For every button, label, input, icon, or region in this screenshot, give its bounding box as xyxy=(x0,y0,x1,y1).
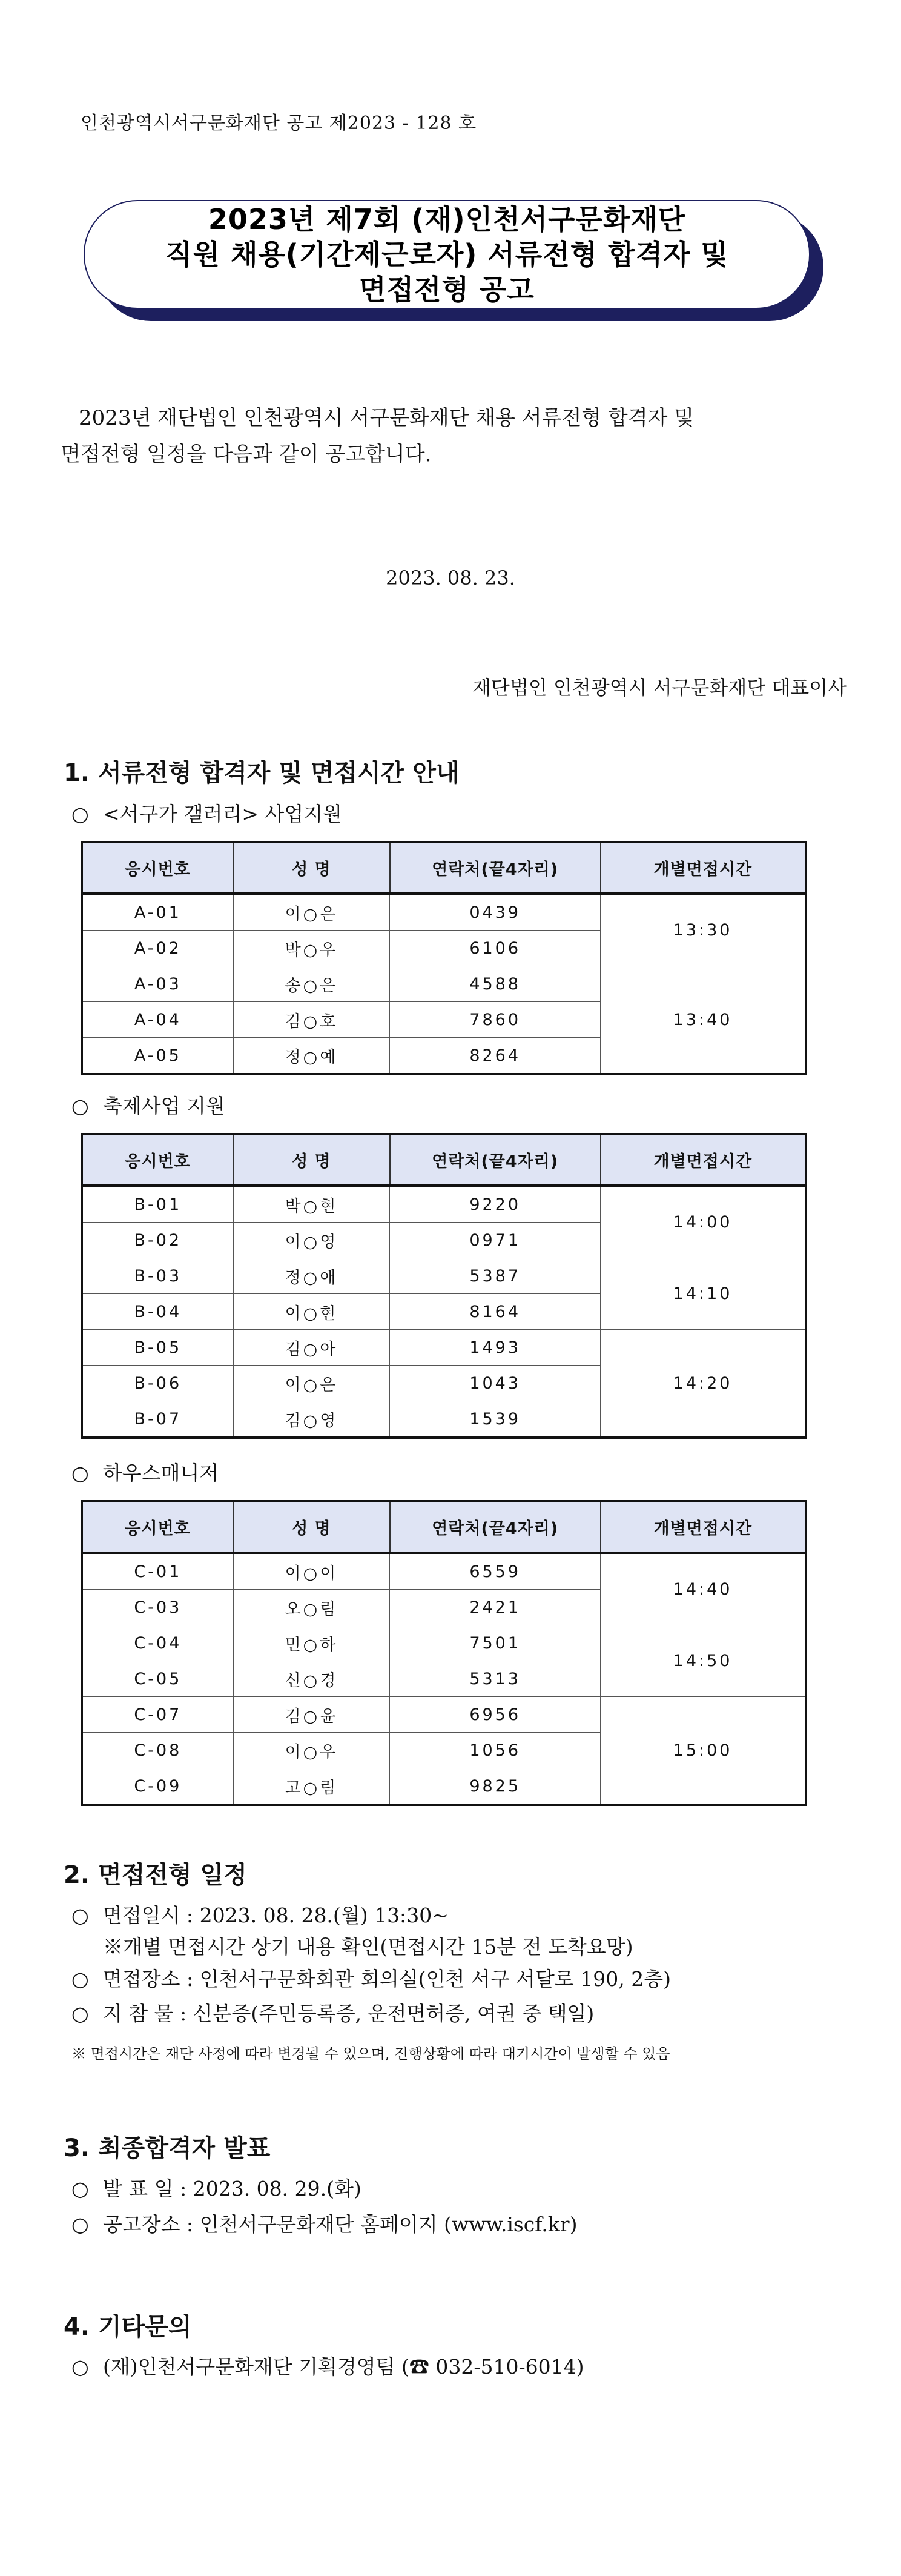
phone-last4-cell: 2421 xyxy=(390,1590,601,1625)
interview-time-cell: 14:00 xyxy=(601,1186,806,1258)
phone-last4-cell: 4588 xyxy=(390,966,601,1002)
items-to-bring-line xyxy=(71,1998,594,2027)
applicant-name-cell: 김○윤 xyxy=(233,1697,390,1733)
column-header: 응시번호 xyxy=(82,1501,233,1553)
column-header: 개별면접시간 xyxy=(601,1134,806,1186)
applicant-number-cell: A-04 xyxy=(82,1002,233,1038)
phone-last4-cell: 6559 xyxy=(390,1553,601,1590)
table-row xyxy=(82,1697,806,1733)
applicant-name-cell: 박○현 xyxy=(233,1186,390,1223)
phone-last4-cell: 6956 xyxy=(390,1697,601,1733)
interview-time-cell: 13:30 xyxy=(601,894,806,966)
applicant-number-cell: B-04 xyxy=(82,1294,233,1330)
table-row xyxy=(82,966,806,1002)
table-row xyxy=(82,1258,806,1294)
phone-last4-cell: 1493 xyxy=(390,1330,601,1366)
phone-last4-cell: 8264 xyxy=(390,1038,601,1075)
group-1-title xyxy=(71,798,342,827)
bullet-icon: ○ xyxy=(71,2213,89,2236)
interview-arrival-note: ※개별 면접시간 상기 내용 확인(면접시간 15분 전 도착요망) xyxy=(103,1935,633,1959)
phone-last4-cell: 9220 xyxy=(390,1186,601,1223)
applicant-name-cell: 이○우 xyxy=(233,1733,390,1768)
applicant-number-cell: B-07 xyxy=(82,1401,233,1438)
applicant-number-cell: B-02 xyxy=(82,1223,233,1258)
issuer-name: 재단법인 인천광역시 서구문화재단 대표이사 xyxy=(472,676,847,699)
applicant-name-cell: 정○애 xyxy=(233,1258,390,1294)
group-2-label: 축제사업 지원 xyxy=(103,1094,225,1118)
intro-paragraph xyxy=(61,400,842,473)
interview-date-line xyxy=(71,1900,449,1928)
column-header: 개별면접시간 xyxy=(601,1501,806,1553)
group-1-table xyxy=(81,841,807,1075)
applicant-number-cell: B-01 xyxy=(82,1186,233,1223)
phone-last4-cell: 1056 xyxy=(390,1733,601,1768)
section-1-heading: 1. 서류전형 합격자 및 면접시간 안내 xyxy=(64,759,460,787)
applicant-number-cell: C-08 xyxy=(82,1733,233,1768)
section-4-heading: 4. 기타문의 xyxy=(64,2313,192,2341)
applicant-name-cell: 오○림 xyxy=(233,1590,390,1625)
bullet-icon: ○ xyxy=(71,1904,89,1927)
title-line-2: 직원 채용(기간제근로자) 서류전형 합격자 및 xyxy=(165,238,728,271)
column-header: 연락처(끝4자리) xyxy=(390,1134,601,1186)
applicant-number-cell: C-05 xyxy=(82,1661,233,1697)
applicant-name-cell: 민○하 xyxy=(233,1625,390,1661)
table-row xyxy=(82,1330,806,1366)
phone-last4-cell: 8164 xyxy=(390,1294,601,1330)
applicant-number-cell: C-01 xyxy=(82,1553,233,1590)
applicant-name-cell: 정○예 xyxy=(233,1038,390,1075)
announce-date-text: 발 표 일 : 2023. 08. 29.(화) xyxy=(103,2177,361,2200)
group-3-label: 하우스매니저 xyxy=(103,1461,219,1485)
applicant-number-cell: A-02 xyxy=(82,931,233,966)
applicant-number-cell: B-03 xyxy=(82,1258,233,1294)
table-row xyxy=(82,1625,806,1661)
title-banner xyxy=(84,200,823,321)
table-row xyxy=(82,894,806,931)
applicant-name-cell: 이○현 xyxy=(233,1294,390,1330)
applicant-number-cell: A-01 xyxy=(82,894,233,931)
applicant-name-cell: 박○우 xyxy=(233,931,390,966)
interview-time-cell: 14:10 xyxy=(601,1258,806,1330)
applicant-number-cell: A-05 xyxy=(82,1038,233,1075)
bullet-icon: ○ xyxy=(71,2002,89,2025)
bullet-icon: ○ xyxy=(71,1461,89,1485)
bullet-icon: ○ xyxy=(71,1967,89,1991)
group-3-title xyxy=(71,1458,219,1486)
phone-last4-cell: 7501 xyxy=(390,1625,601,1661)
section-3-heading: 3. 최종합격자 발표 xyxy=(64,2134,271,2162)
contact-text: (재)인천서구문화재단 기획경영팀 (☎ 032-510-6014) xyxy=(103,2355,584,2378)
announce-place-line xyxy=(71,2209,577,2237)
column-header: 연락처(끝4자리) xyxy=(390,1501,601,1553)
interview-time-cell: 14:20 xyxy=(601,1330,806,1438)
table-row xyxy=(82,1186,806,1223)
group-1-label: <서구가 갤러리> 사업지원 xyxy=(103,802,343,826)
column-header: 개별면접시간 xyxy=(601,842,806,894)
column-header: 응시번호 xyxy=(82,1134,233,1186)
title-line-1: 2023년 제7회 (재)인천서구문화재단 xyxy=(208,203,686,236)
phone-last4-cell: 5387 xyxy=(390,1258,601,1294)
applicant-name-cell: 송○은 xyxy=(233,966,390,1002)
phone-last4-cell: 5313 xyxy=(390,1661,601,1697)
title-line-3: 면접전형 공고 xyxy=(359,273,535,306)
applicant-name-cell: 신○경 xyxy=(233,1661,390,1697)
applicant-name-cell: 이○이 xyxy=(233,1553,390,1590)
phone-last4-cell: 1043 xyxy=(390,1366,601,1401)
phone-last4-cell: 9825 xyxy=(390,1768,601,1805)
applicant-number-cell: C-03 xyxy=(82,1590,233,1625)
contact-line xyxy=(71,2351,584,2380)
column-header: 연락처(끝4자리) xyxy=(390,842,601,894)
table-header-row xyxy=(82,842,806,894)
notice-number: 인천광역시서구문화재단 공고 제2023 - 128 호 xyxy=(81,113,477,134)
interview-date-text: 면접일시 : 2023. 08. 28.(월) 13:30~ xyxy=(103,1904,449,1927)
applicant-number-cell: A-03 xyxy=(82,966,233,1002)
announce-date-line xyxy=(71,2173,361,2202)
table-header-row xyxy=(82,1134,806,1186)
phone-last4-cell: 1539 xyxy=(390,1401,601,1438)
phone-last4-cell: 6106 xyxy=(390,931,601,966)
bullet-icon: ○ xyxy=(71,2177,89,2200)
notice-date: 2023. 08. 23. xyxy=(386,566,515,589)
phone-last4-cell: 0439 xyxy=(390,894,601,931)
phone-last4-cell: 7860 xyxy=(390,1002,601,1038)
interview-time-cell: 14:40 xyxy=(601,1553,806,1625)
applicant-number-cell: C-04 xyxy=(82,1625,233,1661)
applicant-number-cell: B-06 xyxy=(82,1366,233,1401)
title-banner-box xyxy=(84,200,810,309)
column-header: 성 명 xyxy=(233,842,390,894)
group-2-table xyxy=(81,1133,807,1439)
interview-place-text: 면접장소 : 인천서구문화회관 회의실(인천 서구 서달로 190, 2층) xyxy=(103,1967,671,1991)
schedule-change-note: ※ 면접시간은 재단 사정에 따라 변경될 수 있으며, 진행상황에 따라 대기시간이 발생할 수 있음 xyxy=(71,2045,670,2062)
applicant-name-cell: 김○호 xyxy=(233,1002,390,1038)
intro-line-2: 면접전형 일정을 다음과 같이 공고합니다. xyxy=(61,442,432,466)
column-header: 성 명 xyxy=(233,1501,390,1553)
applicant-number-cell: B-05 xyxy=(82,1330,233,1366)
section-2-heading: 2. 면접전형 일정 xyxy=(64,1861,247,1889)
announce-place-text: 공고장소 : 인천서구문화재단 홈페이지 (www.iscf.kr) xyxy=(103,2213,578,2236)
phone-last4-cell: 0971 xyxy=(390,1223,601,1258)
applicant-name-cell: 김○아 xyxy=(233,1330,390,1366)
table-row xyxy=(82,1553,806,1590)
bullet-icon: ○ xyxy=(71,802,89,826)
bullet-icon: ○ xyxy=(71,2355,89,2378)
applicant-number-cell: C-09 xyxy=(82,1768,233,1805)
group-2-title xyxy=(71,1090,225,1119)
group-3-table xyxy=(81,1500,807,1806)
applicant-name-cell: 고○림 xyxy=(233,1768,390,1805)
applicant-name-cell: 김○영 xyxy=(233,1401,390,1438)
bullet-icon: ○ xyxy=(71,1094,89,1118)
column-header: 성 명 xyxy=(233,1134,390,1186)
applicant-name-cell: 이○영 xyxy=(233,1223,390,1258)
interview-time-cell: 15:00 xyxy=(601,1697,806,1805)
interview-time-cell: 14:50 xyxy=(601,1625,806,1697)
applicant-name-cell: 이○은 xyxy=(233,894,390,931)
interview-place-line xyxy=(71,1964,671,1992)
intro-line-1: 2023년 재단법인 인천광역시 서구문화재단 채용 서류전형 합격자 및 xyxy=(79,406,695,430)
items-to-bring-text: 지 참 물 : 신분증(주민등록증, 운전면허증, 여권 중 택일) xyxy=(103,2002,595,2025)
applicant-number-cell: C-07 xyxy=(82,1697,233,1733)
interview-time-cell: 13:40 xyxy=(601,966,806,1075)
applicant-name-cell: 이○은 xyxy=(233,1366,390,1401)
column-header: 응시번호 xyxy=(82,842,233,894)
table-header-row xyxy=(82,1501,806,1553)
